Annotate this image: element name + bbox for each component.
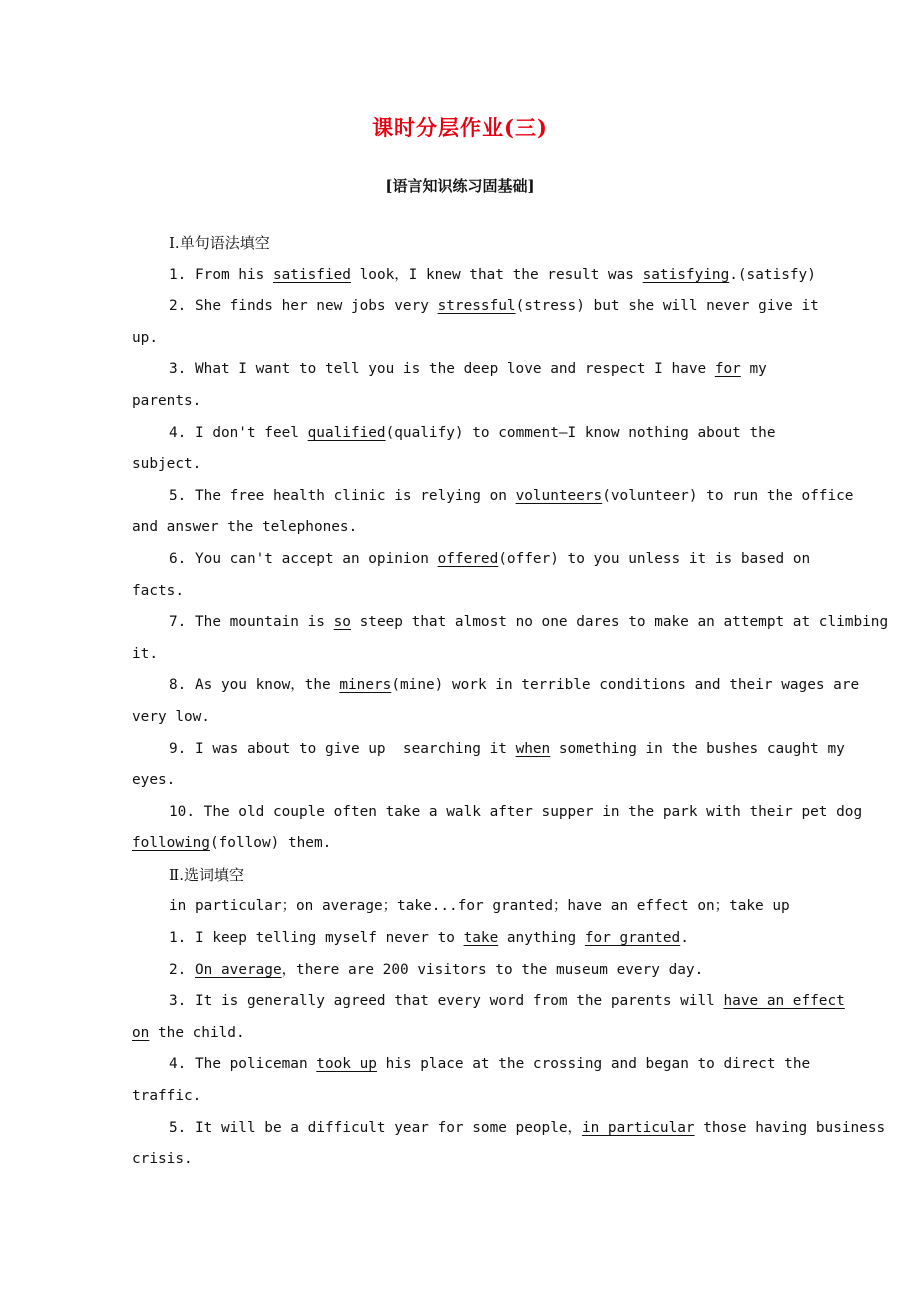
exercise-content bbox=[132, 228, 889, 1176]
question-continuation: traffic. bbox=[132, 1088, 202, 1105]
question-line: 10. The old couple often take a walk after supper in the park with their pet dog bbox=[169, 803, 863, 820]
answer-blank: took up bbox=[316, 1056, 377, 1073]
answer-blank: following bbox=[132, 835, 210, 852]
question-continuation: it. bbox=[132, 645, 158, 662]
answer-blank: offered bbox=[437, 550, 499, 567]
answer-blank: miners bbox=[339, 677, 392, 694]
answer-blank: On average bbox=[195, 961, 282, 978]
answer-blank: for bbox=[714, 361, 741, 378]
question-line: 2. She finds her new jobs very stressful(stress) but she will never give it bbox=[169, 298, 819, 315]
answer-blank: have an effect bbox=[723, 993, 845, 1010]
answer-blank: in particular bbox=[581, 1119, 695, 1136]
answer-blank: volunteers bbox=[515, 487, 603, 504]
question-line: 2. On average，there are 200 visitors to the museum every day. bbox=[169, 961, 704, 978]
question-continuation: on the child. bbox=[132, 1024, 245, 1041]
question-continuation: very low. bbox=[132, 708, 210, 725]
question-continuation: eyes. bbox=[132, 772, 176, 789]
question-line: 1. I keep telling myself never to take anything for granted. bbox=[169, 930, 689, 947]
answer-blank: qualified bbox=[307, 424, 386, 441]
question-continuation: and answer the telephones. bbox=[132, 519, 358, 536]
question-line: 5. The free health clinic is relying on volunteers(volunteer) to run the office bbox=[169, 487, 854, 504]
question-continuation: facts. bbox=[132, 582, 184, 599]
section-heading-word-choice: Ⅱ.选词填空 bbox=[169, 865, 244, 884]
question-continuation: parents. bbox=[132, 392, 202, 409]
answer-blank: on bbox=[132, 1024, 150, 1041]
question-line: 4. I don't feel qualified(qualify) to comment—I know nothing about the bbox=[169, 424, 776, 441]
answer-blank: when bbox=[515, 740, 551, 757]
answer-blank: satisfying bbox=[642, 266, 730, 283]
question-line: 9. I was about to give up searching it when something in the bushes caught my bbox=[169, 740, 845, 757]
page-title: 课时分层作业(三) bbox=[372, 115, 548, 140]
question-line: 5. It will be a difficult year for some people，in particular those having business bbox=[169, 1119, 886, 1136]
section-subtitle: [语言知识练习固基础] bbox=[385, 177, 535, 195]
question-continuation: up. bbox=[132, 329, 158, 346]
question-line: 3. What I want to tell you is the deep love and respect I have for my bbox=[169, 361, 767, 378]
question-line: 4. The policeman took up his place at the crossing and began to direct the bbox=[169, 1056, 811, 1073]
question-continuation: crisis. bbox=[132, 1151, 193, 1168]
question-continuation: subject. bbox=[132, 456, 202, 473]
question-line: 3. It is generally agreed that every word from the parents will have an effect bbox=[169, 993, 845, 1010]
question-line: 8. As you know，the miners(mine) work in terrible conditions and their wages are bbox=[169, 677, 860, 694]
phrase-bank: in particular；on average；take...for granted；have an effect on；take up bbox=[169, 898, 790, 915]
answer-blank: so bbox=[333, 614, 351, 631]
section-heading-grammar: Ⅰ.单句语法填空 bbox=[169, 234, 270, 252]
question-continuation: following(follow) them. bbox=[132, 835, 332, 852]
answer-blank: stressful bbox=[437, 298, 516, 315]
question-line: 7. The mountain is so steep that almost no one dares to make an attempt at climbing bbox=[169, 614, 889, 631]
question-line: 1. From his satisfied look，I knew that the result was satisfying.(satisfy) bbox=[169, 266, 816, 283]
question-line: 6. You can't accept an opinion offered(offer) to you unless it is based on bbox=[169, 550, 811, 567]
answer-blank: for granted bbox=[584, 930, 681, 947]
answer-blank: satisfied bbox=[272, 266, 351, 283]
answer-blank: take bbox=[463, 930, 499, 947]
